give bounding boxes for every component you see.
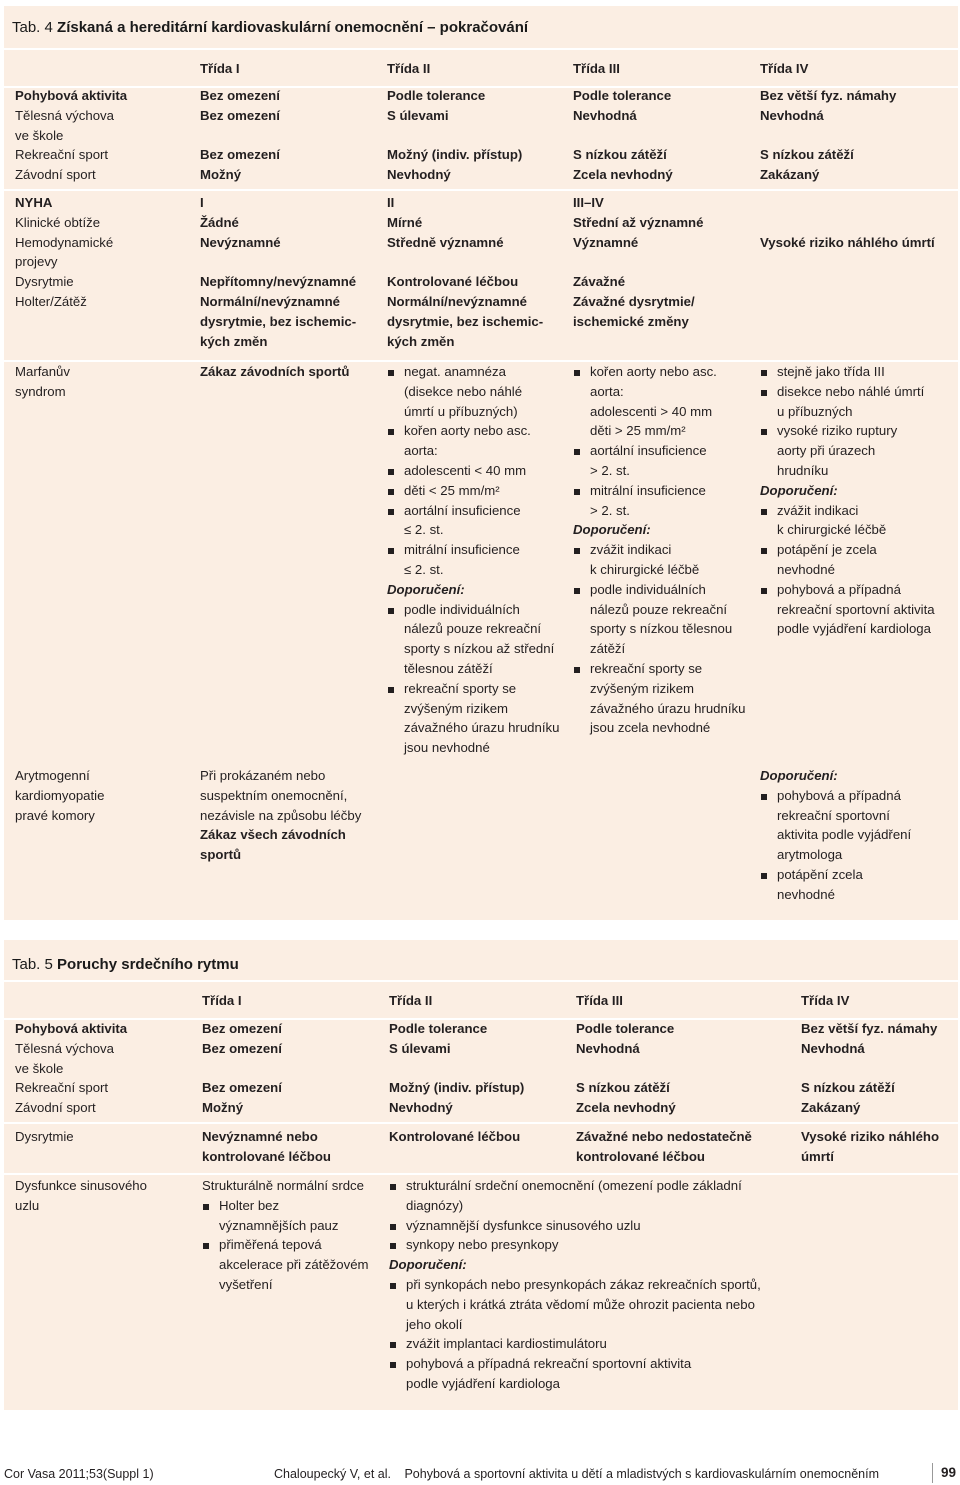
line: aorta: [404,443,438,459]
recommendation-heading: Doporučení: [389,1257,467,1273]
label-pe: Tělesná výchova [15,1040,114,1056]
line: vyšetření [219,1276,273,1292]
line: děti < 25 mm/m² [404,482,500,498]
cell: kých změn [200,333,268,349]
line: adolescenti > 40 mm [590,403,713,419]
cell: Normální/nevýznamné [387,293,527,309]
class-2-header: Třída II [389,993,433,1008]
line: zvýšeným rizikem [404,700,509,716]
bullet-item [760,786,911,865]
line: podle vyjádření kardiologa [777,621,931,637]
bullet-item [389,1334,761,1354]
recommendation-heading: Doporučení: [387,581,465,597]
line: aktivita podle vyjádření [777,827,912,843]
line: arytmologa [777,847,843,863]
arvc-block [4,766,958,916]
line: sportů [200,847,242,863]
bullet-item [573,580,745,659]
cell: S úlevami [389,1040,451,1056]
line: rekreační sporty se [404,680,517,696]
class-3-header: Třída III [576,993,623,1008]
spacer [200,252,356,272]
bullet-item [389,1216,761,1236]
line: jeho okolí [406,1316,463,1332]
line: Závažné nebo nedostatečně [576,1129,752,1144]
nyha-labels [15,193,113,312]
line: Při prokázaném nebo [200,768,326,783]
activity-class-3 [576,1019,676,1118]
line: u kterých i krátká ztráta vědomí může ohrozit pacienta nebo [406,1296,755,1312]
line: Kontrolované léčbou [389,1129,521,1144]
label-line: Arytmogenní [15,768,90,783]
recommendation-heading: Doporučení: [573,522,651,538]
cell: Nevhodná [576,1040,640,1056]
cell: Možný [202,1100,244,1116]
label-line: Dysfunkce sinusového [15,1178,147,1193]
cell: Podle tolerance [389,1021,488,1036]
dys-class-1 [202,1127,331,1167]
line: závažného úrazu hrudníku [404,720,560,736]
line: pohybová a případná rekreační sportovní aktivita [406,1356,692,1372]
line: rekreační sportovní [777,807,890,823]
line: úmrtí u příbuzných) [404,403,518,419]
cell: Nevhodný [389,1100,453,1116]
line: jsou zcela nevhodné [590,720,711,736]
sinus-block [4,1176,958,1402]
line: potápění zcela [777,866,863,882]
line: > 2. st. [590,502,630,518]
class-1-header: Třída I [200,61,240,76]
nyha-class-4-hemodynamic: Vysoké riziko náhlého úmrtí [760,234,935,250]
label-nyha: NYHA [15,195,53,210]
cell: Bez větší fyz. námahy [760,88,897,103]
line: aortální insuficience [404,502,521,518]
bullet-item [387,461,559,481]
nyha-class-2 [387,193,543,351]
label-dysrhythmia: Dysrytmie [15,274,74,290]
bullet-item [760,362,935,382]
row-labels [15,86,127,185]
line: zvážit implantaci kardiostimulátoru [406,1336,607,1352]
cell: Bez omezení [200,147,280,163]
table-4 [4,6,958,920]
table-title: Získaná a hereditární kardiovaskulární onemocnění – pokračování [57,19,529,36]
label-hemodynamic-2: projevy [15,254,58,270]
activity-class-2 [389,1019,524,1118]
line: k chirurgické léčbě [777,522,887,538]
line: > 2. st. [590,462,630,478]
cell: Podle tolerance [387,88,486,103]
line: k chirurgické léčbě [590,561,700,577]
line: pohybová a případná [777,581,901,597]
cell: ischemické změny [573,313,689,329]
line: Zákaz všech závodních [200,827,346,843]
cell: Nevhodný [387,167,451,183]
dys-label: Dysrytmie [15,1129,74,1144]
dys-class-3 [576,1127,752,1167]
bullet-item [202,1235,369,1294]
label-line: syndrom [15,383,66,399]
spacer [573,252,703,272]
bullet-item [202,1196,369,1236]
nyha-block [4,193,958,359]
cell: Zakázaný [760,167,820,183]
line: Vysoké riziko náhlého [801,1129,940,1144]
cell: Žádné [200,214,239,230]
marfan-label [15,362,70,402]
dysrhythmia-block [4,1127,958,1173]
cell: Možný [200,167,242,183]
cell: Bez větší fyz. námahy [801,1021,938,1036]
class-1-header: Třída I [202,993,242,1008]
class-4-header: Třída IV [801,993,850,1008]
line: nevhodné [777,886,835,902]
line: zátěží [590,641,626,657]
line: kořen aorty nebo asc. [590,364,717,379]
divider [4,189,958,191]
line: podle individuálních [590,581,706,597]
article-info [274,1465,879,1485]
cell: Bez omezení [200,88,280,103]
line: významnějších pauz [219,1217,339,1233]
activity-class-1 [202,1019,282,1118]
line: (disekce nebo náhlé [404,383,523,399]
line: pohybová a případná [777,787,901,803]
activity-class-1 [200,86,280,185]
sinus-class-1 [202,1176,369,1295]
label-pe: Tělesná výchova [15,107,114,123]
bullet-item [573,481,745,521]
cell: Nevýznamné [200,234,281,250]
line: negat. anamnéza [404,364,506,379]
bullet-item [760,580,935,639]
table-number: Tab. 4 [12,19,53,36]
line: kontrolované léčbou [576,1148,705,1164]
line: mitrální insuficience [590,482,706,498]
page-footer [0,1462,960,1484]
label-holter: Holter/Zátěž [15,293,87,309]
cell: dysrytmie, bez ischemic- [387,313,544,329]
line: diagnózy) [406,1197,464,1213]
activity-class-2 [387,86,522,185]
line: rekreační sporty se [590,660,703,676]
line: Holter bez [219,1197,280,1213]
line: rekreační sportovní aktivita [777,601,935,617]
divider [4,1173,958,1175]
cell: S nízkou zátěží [576,1080,670,1096]
activity-class-3 [573,86,673,185]
spacer [576,1059,676,1079]
activity-block [4,86,958,192]
line: u příbuzných [777,403,853,419]
line: významnější dysfunkce sinusového uzlu [406,1217,641,1233]
line: nálezů pouze rekreační [404,621,542,637]
line: aortální insuficience [590,443,707,459]
dys-class-2 [389,1127,520,1147]
cell: Středně významné [387,234,504,250]
bullet-item [760,540,935,580]
page-number: 99 [932,1463,956,1483]
marfan-class-1: Zákaz závodních sportů [200,364,350,379]
bullet-item [760,382,935,422]
label-pe-school: ve škole [15,127,64,143]
cell: Bez omezení [202,1040,282,1056]
arvc-class-1 [200,766,361,865]
spacer [200,126,280,146]
cell: Nepřítomny/nevýznamné [200,274,357,290]
label-recreational: Rekreační sport [15,1080,109,1096]
label-line: Marfanův [15,364,70,379]
cell: Střední až významné [573,214,704,230]
spacer [389,1059,524,1079]
cell: Nevhodná [760,107,824,123]
line: závažného úrazu hrudníku [590,700,746,716]
line: přiměřená tepová [219,1237,322,1253]
activity-class-4 [760,86,896,185]
line: potápění je zcela [777,542,877,558]
cell: Závažné [573,274,626,290]
cell: Závažné dysrytmie/ [573,293,695,309]
line: tělesnou zátěží [404,660,493,676]
table-title: Poruchy srdečního rytmu [57,956,239,973]
line: nálezů pouze rekreační [590,601,728,617]
marfan-block [4,362,958,764]
spacer [387,252,543,272]
cell: Kontrolované léčbou [387,274,519,290]
cell: III–IV [573,195,604,210]
line: vysoké riziko ruptury [777,423,898,439]
cell: S úlevami [387,107,449,123]
bullet-item [387,362,559,421]
nyha-class-3 [573,193,703,332]
cell: Zcela nevhodný [573,167,673,183]
sinus-label [15,1176,147,1216]
label-line: pravé komory [15,807,95,823]
recommendation-heading: Doporučení: [760,768,838,783]
row-labels [15,1019,127,1118]
recommendation-heading: Doporučení: [760,482,838,498]
line: kořen aorty nebo asc. [404,423,531,439]
spacer [801,1059,937,1079]
class-3-header: Třída III [573,61,620,76]
line: při synkopách nebo presynkopách zákaz rekreačních sportů, [406,1276,761,1292]
cell: I [200,195,204,210]
label-activity: Pohybová aktivita [15,88,128,103]
bullet-item [387,600,559,679]
line: mitrální insuficience [404,542,520,558]
label-competitive: Závodní sport [15,167,96,183]
class-2-header: Třída II [387,61,431,76]
cell: S nízkou zátěží [760,147,854,163]
bullet-item [387,679,559,758]
label-hemodynamic: Hemodynamické [15,234,114,250]
activity-block [4,1019,958,1125]
table-4-title [4,6,958,50]
line: stejně jako třída III [777,364,885,379]
cell: Bez omezení [200,107,280,123]
cell: Zcela nevhodný [576,1100,676,1116]
bullet-item [760,421,935,480]
marfan-class-3 [573,362,745,738]
bullet-item [387,501,559,541]
label-pe-school: ve škole [15,1060,64,1076]
cell: Možný (indiv. přístup) [387,147,523,163]
bullet-item [389,1354,761,1394]
line: ≤ 2. st. [404,522,444,538]
line: disekce nebo náhlé úmrtí [777,383,925,399]
cell: S nízkou zátěží [801,1080,895,1096]
line: kontrolované léčbou [202,1148,331,1164]
bullet-item [573,540,745,580]
label-competitive: Závodní sport [15,1100,96,1116]
cell: II [387,195,395,210]
article-title: Pohybová a sportovní aktivita u dětí a mladistvých s kardiovaskulárním onemocněním [404,1467,880,1481]
line: nezávisle na způsobu léčby [200,807,362,823]
bullet-item [389,1275,761,1334]
line: úmrtí [801,1148,834,1164]
class-header-row [4,984,958,1020]
line: Nevýznamné nebo [202,1129,318,1144]
cell: Podle tolerance [573,88,672,103]
spacer [202,1059,282,1079]
cell: Mírné [387,214,423,230]
line: podle individuálních [404,601,520,617]
bullet-item [387,540,559,580]
line: synkopy nebo presynkopy [406,1237,559,1253]
activity-class-4 [801,1019,937,1118]
cell: Bez omezení [202,1080,282,1096]
line: ≤ 2. st. [404,561,444,577]
bullet-item [760,865,911,905]
line: suspektním onemocnění, [200,787,348,803]
class-4-header: Třída IV [760,61,809,76]
spacer [573,126,673,146]
line: adolescenti < 40 mm [404,462,527,478]
label-recreational: Rekreační sport [15,147,109,163]
dys-class-4 [801,1127,939,1167]
label-symptoms: Klinické obtíže [15,214,101,230]
bullet-item [573,441,745,481]
spacer [387,126,522,146]
cell: Podle tolerance [576,1021,675,1036]
line: jsou nevhodné [404,740,490,756]
arvc-class-4 [760,766,911,905]
bullet-item [387,481,559,501]
cell: Nevhodná [801,1040,865,1056]
line: Strukturálně normální srdce [202,1178,364,1193]
spacer [760,126,896,146]
cell: Významné [573,234,639,250]
sinus-class-2-4 [389,1176,761,1394]
line: sporty s nízkou až střední [404,641,555,657]
line: aorta: [590,383,624,399]
marfan-class-2 [387,362,559,758]
bullet-item [389,1235,761,1255]
line: zvážit indikaci [590,542,672,558]
line: akcelerace při zátěžovém [219,1257,369,1273]
cell: S nízkou zátěží [573,147,667,163]
bullet-item [760,501,935,541]
cell: Normální/nevýznamné [200,293,340,309]
line: nevhodné [777,561,835,577]
marfan-class-4 [760,362,935,639]
label-line: kardiomyopatie [15,787,105,803]
line: zvážit indikaci [777,502,859,518]
label-activity: Pohybová aktivita [15,1021,128,1036]
table-5 [4,940,958,1410]
cell: kých změn [387,333,455,349]
line: sporty s nízkou tělesnou [590,621,733,637]
divider [4,1122,958,1124]
cell: Možný (indiv. přístup) [389,1080,525,1096]
cell: Bez omezení [202,1021,282,1036]
line: aorty při úrazech [777,443,876,459]
table-number: Tab. 5 [12,956,53,973]
line: strukturální srdeční onemocnění (omezení podle základní [406,1178,742,1193]
bullet-item [387,421,559,461]
arvc-label [15,766,104,825]
journal-citation: Cor Vasa 2011;53(Suppl 1) [4,1467,154,1481]
authors: Chaloupecký V, et al. [274,1467,391,1481]
table-5-title [4,940,958,982]
bullet-item [573,362,745,441]
line: hrudníku [777,462,829,478]
label-line: uzlu [15,1197,40,1213]
bullet-item [389,1176,761,1216]
line: podle vyjádření kardiologa [406,1375,560,1391]
cell: Zakázaný [801,1100,861,1116]
cell: Nevhodná [573,107,637,123]
bullet-item [573,659,745,738]
line: děti > 25 mm/m² [590,423,686,439]
cell: dysrytmie, bez ischemic- [200,313,357,329]
class-header-row [4,52,958,88]
line: zvýšeným rizikem [590,680,695,696]
nyha-class-1 [200,193,356,351]
